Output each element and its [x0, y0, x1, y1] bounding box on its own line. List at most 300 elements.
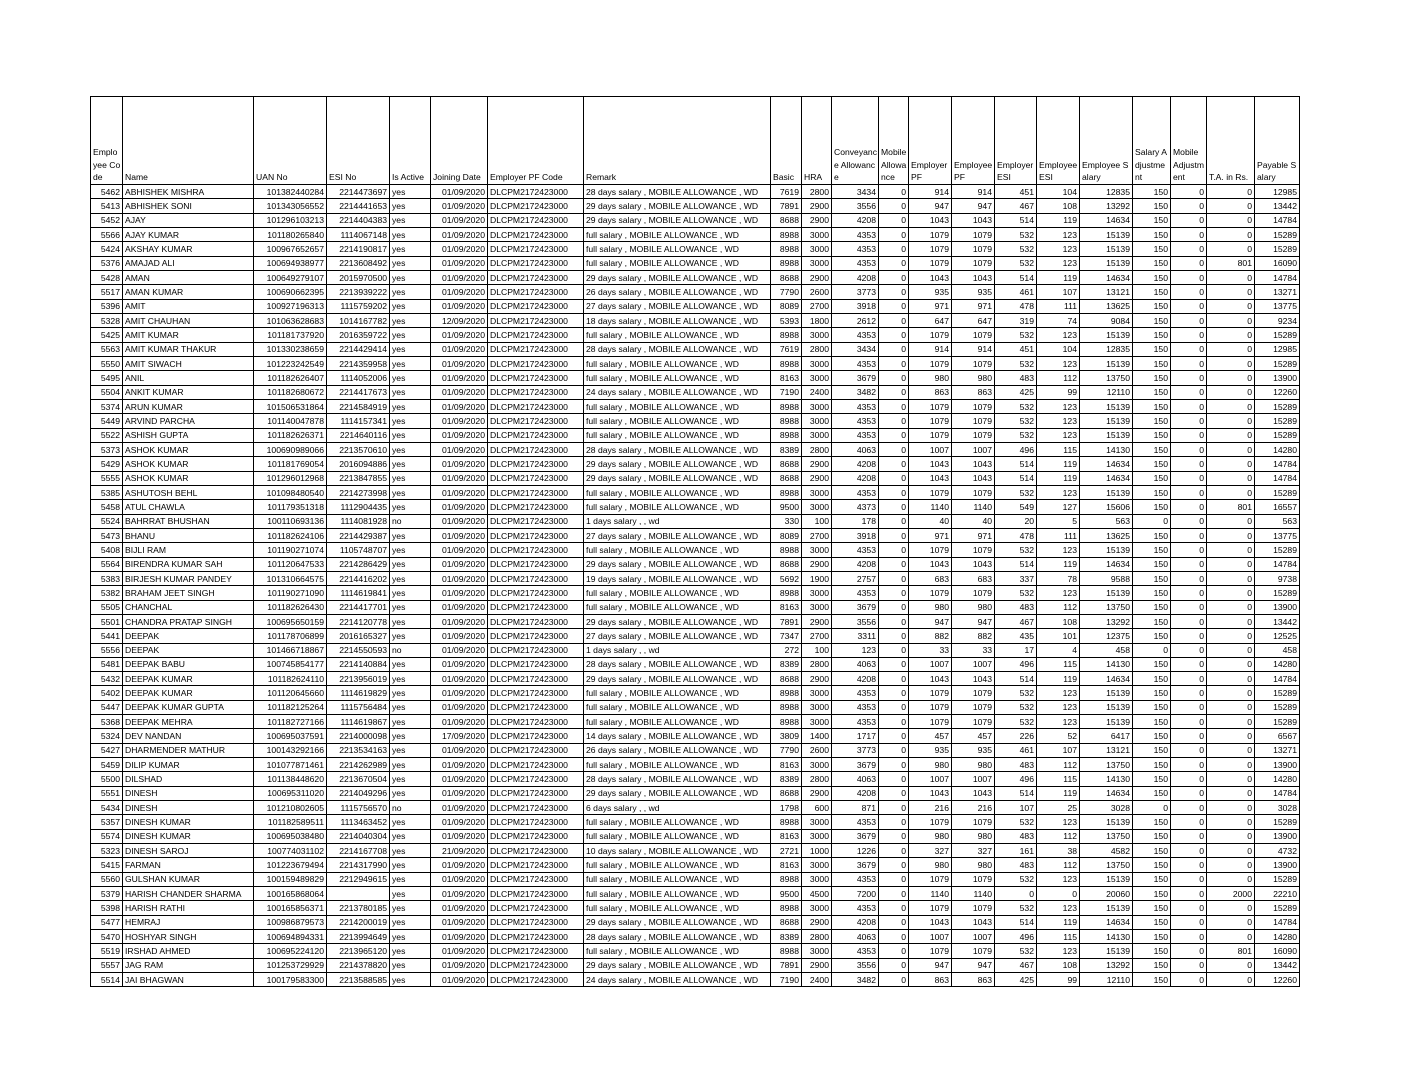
cell-name: AMIT KUMAR — [123, 328, 254, 342]
cell-uan: 101223242549 — [254, 356, 327, 370]
cell-basic: 9500 — [771, 500, 802, 514]
cell-basic: 8988 — [771, 543, 802, 557]
cell-eepf: 1079 — [952, 428, 995, 442]
cell-pfcode: DLCPM2172423000 — [488, 729, 584, 743]
cell-pfcode: DLCPM2172423000 — [488, 543, 584, 557]
cell-mob: 0 — [879, 629, 909, 643]
cell-salary: 14634 — [1080, 915, 1133, 929]
cell-hra: 1000 — [802, 844, 832, 858]
cell-basic: 330 — [771, 514, 802, 528]
cell-eeesi: 119 — [1037, 672, 1080, 686]
cell-active: yes — [390, 815, 431, 829]
cell-join: 01/09/2020 — [431, 772, 488, 786]
cell-madj: 0 — [1171, 958, 1207, 972]
cell-remark: 27 days salary , MOBILE ALLOWANCE , WD — [584, 299, 771, 313]
cell-active: yes — [390, 371, 431, 385]
cell-ta: 0 — [1207, 457, 1255, 471]
cell-remark: 1 days salary , , wd — [584, 643, 771, 657]
cell-uan: 100690662395 — [254, 285, 327, 299]
cell-ta: 0 — [1207, 285, 1255, 299]
cell-esi: 2214640116 — [327, 428, 390, 442]
cell-remark: 27 days salary , MOBILE ALLOWANCE , WD — [584, 528, 771, 542]
cell-join: 01/09/2020 — [431, 500, 488, 514]
cell-mob: 0 — [879, 185, 909, 199]
cell-madj: 0 — [1171, 457, 1207, 471]
cell-eeesi: 119 — [1037, 471, 1080, 485]
cell-eresi: 532 — [995, 328, 1037, 342]
cell-eepf: 971 — [952, 299, 995, 313]
cell-pfcode: DLCPM2172423000 — [488, 743, 584, 757]
cell-join: 01/09/2020 — [431, 657, 488, 671]
cell-conv: 4353 — [832, 815, 879, 829]
cell-madj: 0 — [1171, 815, 1207, 829]
cell-active: yes — [390, 686, 431, 700]
cell-erpf: 1079 — [909, 242, 952, 256]
cell-pay: 13775 — [1255, 528, 1300, 542]
cell-eeesi: 123 — [1037, 328, 1080, 342]
cell-basic: 8163 — [771, 858, 802, 872]
cell-ta: 801 — [1207, 256, 1255, 270]
cell-adj: 150 — [1133, 614, 1171, 628]
cell-eresi: 337 — [995, 571, 1037, 585]
cell-mob: 0 — [879, 686, 909, 700]
cell-hra: 2900 — [802, 672, 832, 686]
cell-conv: 3434 — [832, 342, 879, 356]
table-row — [91, 944, 1300, 958]
cell-eepf: 1079 — [952, 227, 995, 241]
cell-code: 5557 — [91, 958, 123, 972]
cell-eepf: 914 — [952, 185, 995, 199]
cell-salary: 14130 — [1080, 657, 1133, 671]
cell-name: DILIP KUMAR — [123, 758, 254, 772]
cell-conv: 3482 — [832, 385, 879, 399]
cell-basic: 8389 — [771, 930, 802, 944]
cell-pfcode: DLCPM2172423000 — [488, 614, 584, 628]
cell-name: DINESH KUMAR — [123, 829, 254, 843]
table-row — [91, 528, 1300, 542]
cell-eresi: 496 — [995, 772, 1037, 786]
cell-code: 5462 — [91, 185, 123, 199]
cell-ta: 0 — [1207, 328, 1255, 342]
cell-active: yes — [390, 758, 431, 772]
cell-madj: 0 — [1171, 786, 1207, 800]
cell-madj: 0 — [1171, 915, 1207, 929]
table-row — [91, 973, 1300, 987]
cell-uan: 101253729929 — [254, 958, 327, 972]
cell-conv: 1226 — [832, 844, 879, 858]
cell-active: yes — [390, 399, 431, 413]
cell-madj: 0 — [1171, 944, 1207, 958]
cell-eepf: 1079 — [952, 686, 995, 700]
cell-uan: 101077871461 — [254, 758, 327, 772]
cell-adj: 150 — [1133, 242, 1171, 256]
cell-mob: 0 — [879, 815, 909, 829]
cell-eeesi: 104 — [1037, 185, 1080, 199]
cell-esi: 2015970500 — [327, 270, 390, 284]
cell-ta: 0 — [1207, 758, 1255, 772]
cell-hra: 2800 — [802, 772, 832, 786]
cell-adj: 150 — [1133, 743, 1171, 757]
cell-active: yes — [390, 629, 431, 643]
column-header-hra: HRA — [802, 97, 832, 185]
cell-remark: full salary , MOBILE ALLOWANCE , WD — [584, 901, 771, 915]
cell-conv: 4063 — [832, 930, 879, 944]
cell-name: AMIT — [123, 299, 254, 313]
cell-erpf: 1043 — [909, 786, 952, 800]
cell-pay: 13442 — [1255, 614, 1300, 628]
cell-pay: 14784 — [1255, 672, 1300, 686]
table-row — [91, 801, 1300, 815]
cell-madj: 0 — [1171, 801, 1207, 815]
table-row — [91, 743, 1300, 757]
cell-ta: 0 — [1207, 657, 1255, 671]
cell-hra: 3000 — [802, 328, 832, 342]
cell-remark: 24 days salary , MOBILE ALLOWANCE , WD — [584, 385, 771, 399]
cell-remark: 14 days salary , MOBILE ALLOWANCE , WD — [584, 729, 771, 743]
cell-remark: 29 days salary , MOBILE ALLOWANCE , WD — [584, 614, 771, 628]
cell-remark: full salary , MOBILE ALLOWANCE , WD — [584, 700, 771, 714]
cell-hra: 2900 — [802, 471, 832, 485]
cell-eepf: 935 — [952, 743, 995, 757]
cell-basic: 8688 — [771, 672, 802, 686]
cell-remark: full salary , MOBILE ALLOWANCE , WD — [584, 872, 771, 886]
cell-esi: 1115759202 — [327, 299, 390, 313]
cell-code: 5408 — [91, 543, 123, 557]
cell-code: 5551 — [91, 786, 123, 800]
cell-conv: 3311 — [832, 629, 879, 643]
cell-pay: 16090 — [1255, 256, 1300, 270]
cell-uan: 100967652657 — [254, 242, 327, 256]
cell-madj: 0 — [1171, 328, 1207, 342]
cell-join: 01/09/2020 — [431, 829, 488, 843]
cell-name: CHANDRA PRATAP SINGH — [123, 614, 254, 628]
cell-eeesi: 74 — [1037, 313, 1080, 327]
column-header-eresi: Employer ESI — [995, 97, 1037, 185]
cell-conv: 3679 — [832, 371, 879, 385]
cell-ta: 0 — [1207, 543, 1255, 557]
cell-active: yes — [390, 543, 431, 557]
cell-remark: full salary , MOBILE ALLOWANCE , WD — [584, 328, 771, 342]
cell-erpf: 914 — [909, 185, 952, 199]
cell-hra: 1900 — [802, 571, 832, 585]
cell-mob: 0 — [879, 930, 909, 944]
column-header-eepf: Employee PF — [952, 97, 995, 185]
cell-join: 01/09/2020 — [431, 686, 488, 700]
cell-hra: 2800 — [802, 185, 832, 199]
cell-mob: 0 — [879, 858, 909, 872]
cell-eepf: 1079 — [952, 242, 995, 256]
cell-join: 01/09/2020 — [431, 700, 488, 714]
cell-madj: 0 — [1171, 672, 1207, 686]
cell-remark: 28 days salary , MOBILE ALLOWANCE , WD — [584, 185, 771, 199]
cell-uan: 101296103213 — [254, 213, 327, 227]
table-row — [91, 242, 1300, 256]
cell-eresi: 107 — [995, 801, 1037, 815]
cell-eresi: 483 — [995, 758, 1037, 772]
cell-ta: 0 — [1207, 313, 1255, 327]
cell-remark: full salary , MOBILE ALLOWANCE , WD — [584, 887, 771, 901]
cell-hra: 2800 — [802, 342, 832, 356]
cell-name: DEEPAK KUMAR — [123, 686, 254, 700]
cell-eepf: 947 — [952, 614, 995, 628]
cell-active: yes — [390, 242, 431, 256]
cell-ta: 0 — [1207, 629, 1255, 643]
cell-remark: 29 days salary , MOBILE ALLOWANCE , WD — [584, 915, 771, 929]
column-header-uan: UAN No — [254, 97, 327, 185]
cell-ta: 0 — [1207, 772, 1255, 786]
cell-conv: 4063 — [832, 772, 879, 786]
cell-erpf: 1079 — [909, 428, 952, 442]
cell-conv: 3773 — [832, 743, 879, 757]
cell-conv: 4353 — [832, 901, 879, 915]
cell-name: BAHRRAT BHUSHAN — [123, 514, 254, 528]
cell-pay: 13900 — [1255, 858, 1300, 872]
cell-uan: 101466718867 — [254, 643, 327, 657]
cell-esi: 2213534163 — [327, 743, 390, 757]
cell-conv: 4373 — [832, 500, 879, 514]
cell-active: yes — [390, 829, 431, 843]
cell-ta: 2000 — [1207, 887, 1255, 901]
cell-active: yes — [390, 285, 431, 299]
cell-mob: 0 — [879, 485, 909, 499]
cell-code: 5429 — [91, 457, 123, 471]
cell-conv: 4353 — [832, 715, 879, 729]
cell-erpf: 1079 — [909, 399, 952, 413]
cell-adj: 150 — [1133, 700, 1171, 714]
table-row — [91, 700, 1300, 714]
cell-remark: 27 days salary , MOBILE ALLOWANCE , WD — [584, 629, 771, 643]
cell-mob: 0 — [879, 371, 909, 385]
cell-join: 01/09/2020 — [431, 285, 488, 299]
cell-madj: 0 — [1171, 614, 1207, 628]
table-row — [91, 872, 1300, 886]
cell-salary: 563 — [1080, 514, 1133, 528]
cell-eepf: 980 — [952, 858, 995, 872]
cell-mob: 0 — [879, 270, 909, 284]
cell-pfcode: DLCPM2172423000 — [488, 399, 584, 413]
cell-code: 5481 — [91, 657, 123, 671]
cell-pay: 12260 — [1255, 385, 1300, 399]
cell-madj: 0 — [1171, 428, 1207, 442]
cell-hra: 3000 — [802, 758, 832, 772]
cell-adj: 150 — [1133, 471, 1171, 485]
cell-eepf: 1079 — [952, 328, 995, 342]
cell-ta: 0 — [1207, 471, 1255, 485]
cell-uan: 101506531864 — [254, 399, 327, 413]
table-row — [91, 485, 1300, 499]
cell-salary: 458 — [1080, 643, 1133, 657]
cell-pay: 4732 — [1255, 844, 1300, 858]
cell-code: 5447 — [91, 700, 123, 714]
cell-basic: 8389 — [771, 657, 802, 671]
cell-active: yes — [390, 385, 431, 399]
cell-mob: 0 — [879, 586, 909, 600]
cell-adj: 150 — [1133, 342, 1171, 356]
cell-pfcode: DLCPM2172423000 — [488, 442, 584, 456]
cell-active: yes — [390, 256, 431, 270]
cell-salary: 15139 — [1080, 428, 1133, 442]
cell-active: yes — [390, 786, 431, 800]
cell-mob: 0 — [879, 729, 909, 743]
cell-ta: 0 — [1207, 715, 1255, 729]
cell-eresi: 451 — [995, 342, 1037, 356]
cell-eeesi: 119 — [1037, 915, 1080, 929]
cell-name: DEEPAK — [123, 629, 254, 643]
cell-madj: 0 — [1171, 557, 1207, 571]
cell-name: BIRJESH KUMAR PANDEY — [123, 571, 254, 585]
cell-basic: 8988 — [771, 586, 802, 600]
cell-adj: 150 — [1133, 571, 1171, 585]
cell-mob: 0 — [879, 543, 909, 557]
cell-conv: 3556 — [832, 614, 879, 628]
cell-eeesi: 112 — [1037, 371, 1080, 385]
cell-remark: 10 days salary , MOBILE ALLOWANCE , WD — [584, 844, 771, 858]
cell-ta: 0 — [1207, 356, 1255, 370]
cell-uan: 101063628683 — [254, 313, 327, 327]
cell-mob: 0 — [879, 442, 909, 456]
cell-salary: 12110 — [1080, 973, 1133, 987]
cell-join: 01/09/2020 — [431, 786, 488, 800]
cell-join: 12/09/2020 — [431, 313, 488, 327]
cell-esi: 2214359958 — [327, 356, 390, 370]
cell-mob: 0 — [879, 872, 909, 886]
cell-hra: 2900 — [802, 786, 832, 800]
cell-eepf: 1079 — [952, 815, 995, 829]
cell-adj: 150 — [1133, 356, 1171, 370]
cell-code: 5323 — [91, 844, 123, 858]
cell-conv: 3679 — [832, 600, 879, 614]
cell-conv: 3482 — [832, 973, 879, 987]
cell-join: 01/09/2020 — [431, 385, 488, 399]
cell-ta: 0 — [1207, 428, 1255, 442]
cell-conv: 4353 — [832, 227, 879, 241]
cell-salary: 15139 — [1080, 715, 1133, 729]
cell-conv: 4353 — [832, 399, 879, 413]
cell-uan: 100165868064 — [254, 887, 327, 901]
cell-conv: 7200 — [832, 887, 879, 901]
cell-remark: full salary , MOBILE ALLOWANCE , WD — [584, 944, 771, 958]
cell-pay: 9234 — [1255, 313, 1300, 327]
cell-basic: 8688 — [771, 457, 802, 471]
cell-join: 01/09/2020 — [431, 801, 488, 815]
cell-adj: 150 — [1133, 227, 1171, 241]
cell-esi: 2214429387 — [327, 528, 390, 542]
cell-pfcode: DLCPM2172423000 — [488, 686, 584, 700]
cell-esi: 1014167782 — [327, 313, 390, 327]
cell-ta: 801 — [1207, 500, 1255, 514]
cell-erpf: 1079 — [909, 414, 952, 428]
cell-conv: 4353 — [832, 872, 879, 886]
cell-name: ARVIND PARCHA — [123, 414, 254, 428]
cell-code: 5413 — [91, 199, 123, 213]
cell-hra: 2400 — [802, 973, 832, 987]
cell-ta: 0 — [1207, 571, 1255, 585]
cell-name: HOSHYAR SINGH — [123, 930, 254, 944]
cell-basic: 7891 — [771, 958, 802, 972]
cell-uan: 101223679494 — [254, 858, 327, 872]
cell-eepf: 1007 — [952, 442, 995, 456]
cell-remark: full salary , MOBILE ALLOWANCE , WD — [584, 815, 771, 829]
cell-erpf: 647 — [909, 313, 952, 327]
cell-hra: 3000 — [802, 944, 832, 958]
cell-active: yes — [390, 528, 431, 542]
cell-adj: 150 — [1133, 428, 1171, 442]
cell-adj: 150 — [1133, 270, 1171, 284]
cell-conv: 3679 — [832, 858, 879, 872]
cell-adj: 0 — [1133, 643, 1171, 657]
cell-code: 5574 — [91, 829, 123, 843]
cell-hra: 2900 — [802, 213, 832, 227]
cell-join: 01/09/2020 — [431, 858, 488, 872]
cell-erpf: 980 — [909, 600, 952, 614]
table-row — [91, 915, 1300, 929]
cell-adj: 150 — [1133, 844, 1171, 858]
cell-esi: 2214190817 — [327, 242, 390, 256]
cell-uan: 101178706899 — [254, 629, 327, 643]
cell-pfcode: DLCPM2172423000 — [488, 371, 584, 385]
cell-join: 01/09/2020 — [431, 930, 488, 944]
cell-conv: 871 — [832, 801, 879, 815]
cell-active: yes — [390, 858, 431, 872]
cell-erpf: 980 — [909, 758, 952, 772]
cell-salary: 14130 — [1080, 930, 1133, 944]
cell-name: DINESH — [123, 786, 254, 800]
cell-hra: 3000 — [802, 485, 832, 499]
cell-salary: 15139 — [1080, 356, 1133, 370]
cell-eeesi: 127 — [1037, 500, 1080, 514]
cell-salary: 13750 — [1080, 829, 1133, 843]
cell-eresi: 514 — [995, 557, 1037, 571]
cell-adj: 150 — [1133, 930, 1171, 944]
cell-madj: 0 — [1171, 743, 1207, 757]
cell-madj: 0 — [1171, 256, 1207, 270]
cell-esi: 2214140884 — [327, 657, 390, 671]
cell-pfcode: DLCPM2172423000 — [488, 643, 584, 657]
cell-esi: 1114052006 — [327, 371, 390, 385]
cell-pfcode: DLCPM2172423000 — [488, 844, 584, 858]
cell-name: ASHOK KUMAR — [123, 442, 254, 456]
cell-eeesi: 115 — [1037, 442, 1080, 456]
cell-madj: 0 — [1171, 399, 1207, 413]
cell-remark: full salary , MOBILE ALLOWANCE , WD — [584, 758, 771, 772]
cell-name: ANIL — [123, 371, 254, 385]
cell-pfcode: DLCPM2172423000 — [488, 285, 584, 299]
cell-erpf: 1079 — [909, 356, 952, 370]
cell-salary: 13750 — [1080, 758, 1133, 772]
cell-eeesi: 119 — [1037, 557, 1080, 571]
cell-eeesi: 99 — [1037, 385, 1080, 399]
cell-active: yes — [390, 915, 431, 929]
cell-eeesi: 123 — [1037, 399, 1080, 413]
cell-active: no — [390, 643, 431, 657]
cell-code: 5458 — [91, 500, 123, 514]
cell-remark: full salary , MOBILE ALLOWANCE , WD — [584, 414, 771, 428]
cell-salary: 14634 — [1080, 672, 1133, 686]
cell-eresi: 226 — [995, 729, 1037, 743]
cell-hra: 3000 — [802, 399, 832, 413]
cell-pay: 458 — [1255, 643, 1300, 657]
cell-join: 01/09/2020 — [431, 270, 488, 284]
cell-hra: 3000 — [802, 815, 832, 829]
cell-ta: 0 — [1207, 672, 1255, 686]
cell-madj: 0 — [1171, 844, 1207, 858]
cell-mob: 0 — [879, 700, 909, 714]
cell-eresi: 514 — [995, 786, 1037, 800]
cell-basic: 8163 — [771, 600, 802, 614]
cell-erpf: 935 — [909, 285, 952, 299]
cell-basic: 1798 — [771, 801, 802, 815]
cell-erpf: 327 — [909, 844, 952, 858]
